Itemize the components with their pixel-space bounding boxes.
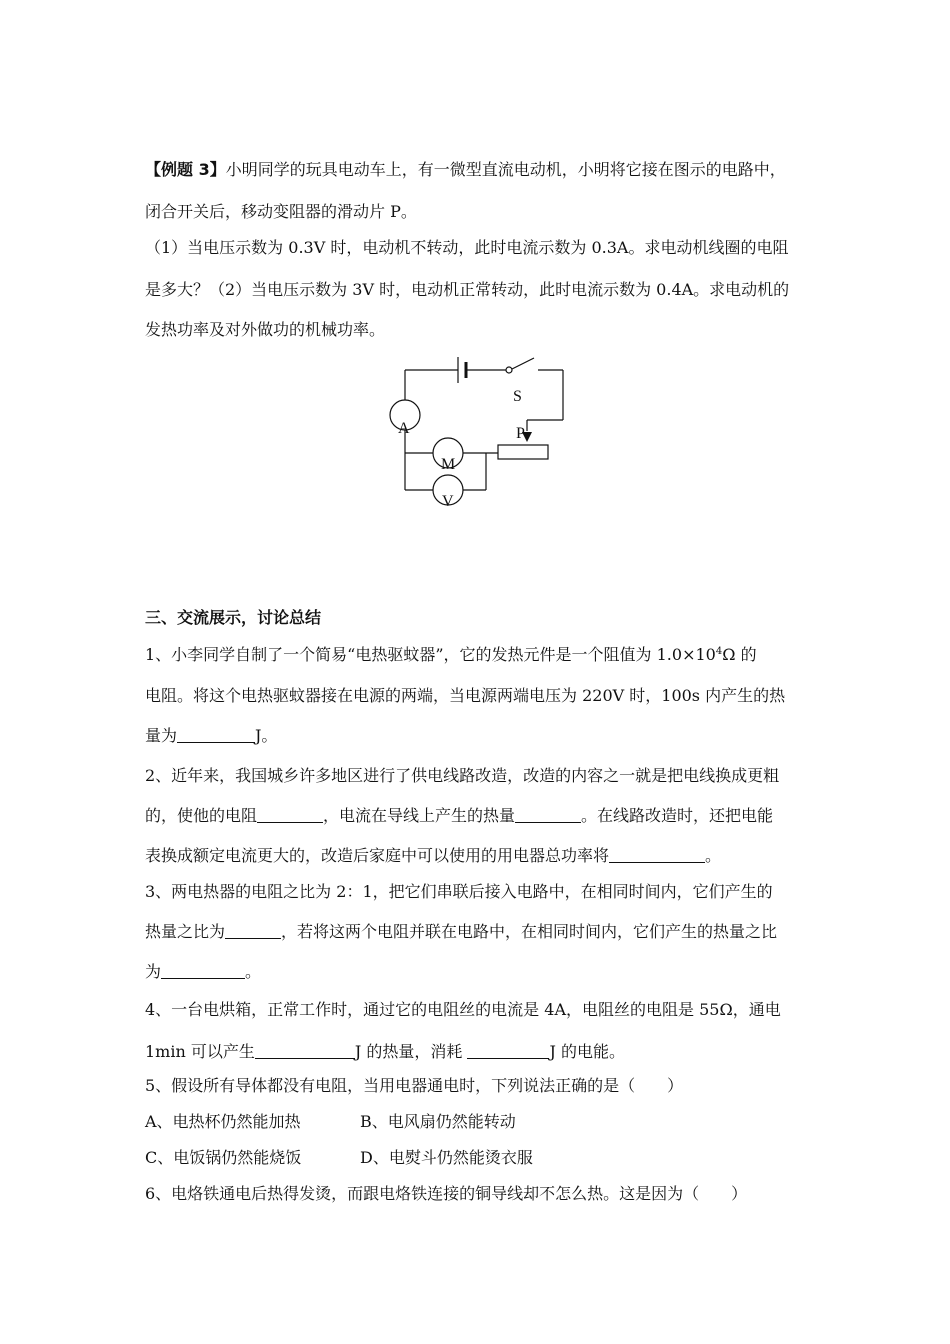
switch-label: S bbox=[513, 388, 522, 405]
switch-contact bbox=[506, 367, 512, 373]
example3-line1: 【例题 3】小明同学的玩具电动车上，有一微型直流电动机，小明将它接在图示的电路中， bbox=[145, 160, 786, 179]
q1-line1: 1、小李同学自制了一个简易“电热驱蚊器”，它的发热元件是一个阻值为 $1.0\times 10^4\Omega$ 的 bbox=[145, 645, 757, 664]
q3-line2: 热量之比为 ，若将这两个电阻并联在电路中，在相同时间内，它们产生的热量之比 bbox=[145, 922, 778, 941]
q5-option-c[interactable]: C、电饭锅仍然能烧饭 bbox=[145, 1148, 302, 1167]
ammeter-label: A bbox=[398, 420, 410, 437]
answer-blank[interactable] bbox=[515, 806, 581, 823]
rheostat-symbol bbox=[498, 445, 548, 459]
motor-label: M bbox=[441, 456, 456, 473]
q2-line3: 表换成额定电流更大的，改造后家庭中可以使用的用电器总功率将 。 bbox=[145, 846, 722, 865]
example3-line2: 闭合开关后，移动变阻器的滑动片 P。 bbox=[145, 202, 417, 221]
q3-line1: 3、两电热器的电阻之比为 2：1，把它们串联后接入电路中，在相同时间内，它们产生的 bbox=[145, 882, 773, 901]
answer-blank[interactable] bbox=[225, 922, 281, 939]
q4-line1: 4、一台电烘箱，正常工作时，通过它的电阻丝的电流是 4A，电阻丝的电阻是 55Ω，通电 bbox=[145, 1000, 781, 1019]
switch-blade bbox=[512, 358, 534, 369]
answer-blank[interactable] bbox=[177, 726, 255, 743]
q5-option-a[interactable]: A、电热杯仍然能加热 bbox=[145, 1112, 301, 1131]
q6-stem: 6、电烙铁通电后热得发烫，而跟电烙铁连接的铜导线却不怎么热。这是因为（ ） bbox=[145, 1184, 748, 1203]
example3-line5: 发热功率及对外做功的机械功率。 bbox=[145, 320, 386, 339]
q5-stem: 5、假设所有导体都没有电阻，当用电器通电时，下列说法正确的是（ ） bbox=[145, 1076, 684, 1095]
section3-heading: 三、交流展示，讨论总结 bbox=[145, 608, 322, 627]
answer-blank[interactable] bbox=[467, 1042, 549, 1059]
circuit-diagram bbox=[380, 345, 580, 517]
example3-line4: 是多大？（2）当电压示数为 3V 时，电动机正常转动，此时电流示数为 0.4A。求电动机的 bbox=[145, 280, 790, 299]
answer-blank[interactable] bbox=[161, 962, 245, 979]
voltmeter-label: V bbox=[442, 493, 454, 510]
q1-line2: 电阻。将这个电热驱蚊器接在电源的两端，当电源两端电压为 220V 时，100s 内产生的热 bbox=[145, 686, 786, 705]
example3-line3: （1）当电压示数为 0.3V 时，电动机不转动，此时电流示数为 0.3A。求电动机线圈的电阻 bbox=[145, 238, 789, 257]
q2-line2: 的，使他的电阻 ，电流在导线上产生的热量 。在线路改造时，还把电能 bbox=[145, 806, 774, 825]
answer-blank[interactable] bbox=[257, 806, 323, 823]
q5-option-b[interactable]: B、电风扇仍然能转动 bbox=[360, 1112, 516, 1131]
q3-line3: 为 。 bbox=[145, 962, 262, 981]
slider-label: P bbox=[516, 425, 525, 442]
answer-blank[interactable] bbox=[609, 846, 705, 863]
q4-line2: 1min 可以产生 J 的热量，消耗 J 的电能。 bbox=[145, 1042, 625, 1061]
answer-blank[interactable] bbox=[255, 1042, 355, 1059]
example3-tag: 【例题 3】 bbox=[145, 160, 226, 179]
q5-option-d[interactable]: D、电熨斗仍然能烫衣服 bbox=[360, 1148, 533, 1167]
q1-line3: 量为 J。 bbox=[145, 726, 278, 745]
q2-line1: 2、近年来，我国城乡许多地区进行了供电线路改造，改造的内容之一就是把电线换成更粗 bbox=[145, 766, 780, 785]
